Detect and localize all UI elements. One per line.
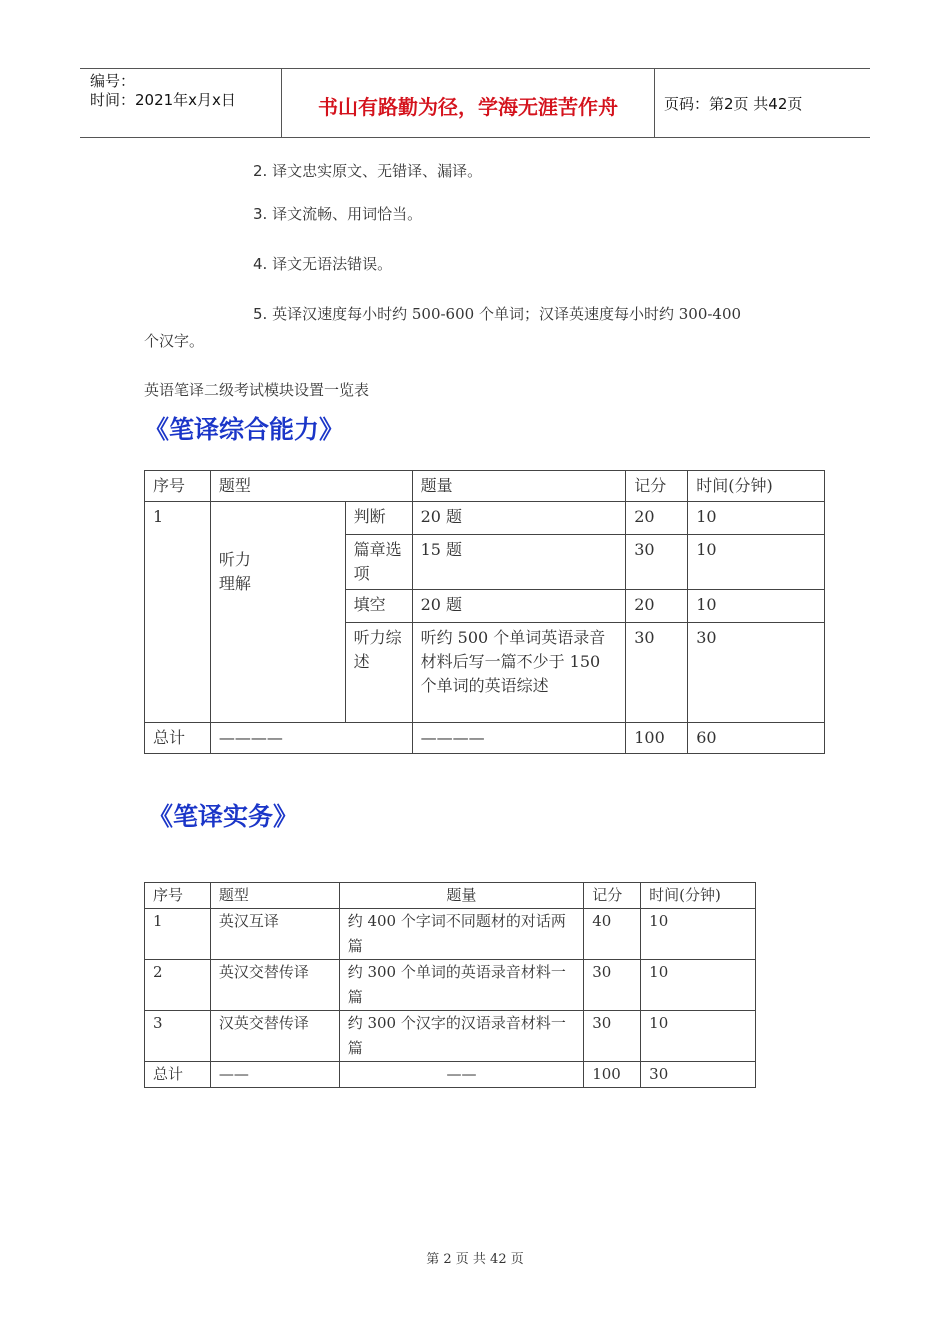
total-time: 30 [641, 1062, 756, 1088]
total-amount: ———— [412, 723, 626, 754]
header-amount: 题量 [412, 471, 626, 502]
header-index: 序号 [145, 471, 211, 502]
page-footer: 第 2 页 共 42 页 [426, 1252, 524, 1267]
time-cell: 30 [688, 623, 825, 723]
translation-practice-table [144, 882, 756, 1088]
requirement-item [253, 201, 422, 227]
requirement-number: 2. [253, 162, 268, 180]
amount-cell: 20 题 [412, 502, 626, 535]
requirement-text: 英译汉速度每小时约 500-600 个单词；汉译英速度每小时约 300-400 [272, 305, 742, 323]
time-cell: 10 [688, 502, 825, 535]
subtype-cell: 篇章选项 [345, 535, 412, 590]
score-cell: 30 [626, 535, 688, 590]
header-type: 题型 [210, 883, 339, 909]
amount-cell: 约 400 个字词不同题材的对话两篇 [339, 909, 584, 960]
header-index: 序号 [145, 883, 211, 909]
score-cell: 30 [584, 1011, 641, 1062]
amount-cell: 听约 500 个单词英语录音材料后写一篇不少于 150 个单词的英语综述 [412, 623, 626, 723]
header-type: 题型 [210, 471, 412, 502]
requirement-number: 3. [253, 205, 268, 223]
table-total-row [145, 723, 825, 754]
total-time: 60 [688, 723, 825, 754]
group-label-line: 理解 [218, 574, 251, 593]
header-time: 时间(分钟) [688, 471, 825, 502]
comprehensive-ability-table [144, 470, 825, 754]
requirement-item [253, 301, 741, 327]
requirement-text: 译文忠实原文、无错译、漏译。 [272, 162, 483, 180]
row-index: 1 [145, 502, 211, 723]
page-header [80, 68, 870, 138]
total-type: ———— [210, 723, 412, 754]
score-cell: 20 [626, 502, 688, 535]
score-cell: 40 [584, 909, 641, 960]
row-index: 1 [145, 909, 211, 960]
header-divider [654, 69, 655, 137]
amount-cell: 约 300 个单词的英语录音材料一篇 [339, 960, 584, 1011]
score-cell: 30 [626, 623, 688, 723]
type-cell: 英汉互译 [210, 909, 339, 960]
requirement-text: 译文无语法错误。 [272, 255, 393, 273]
requirement-item [253, 158, 482, 184]
time-cell: 10 [688, 535, 825, 590]
time-cell: 10 [688, 590, 825, 623]
time-cell: 10 [641, 909, 756, 960]
total-label: 总计 [145, 723, 211, 754]
amount-cell: 20 题 [412, 590, 626, 623]
subtype-cell: 听力综述 [345, 623, 412, 723]
requirement-text: 译文流畅、用词恰当。 [272, 205, 423, 223]
total-type: —— [210, 1062, 339, 1088]
group-cell [210, 502, 345, 723]
requirement-number: 5. [253, 305, 268, 323]
amount-cell: 15 题 [412, 535, 626, 590]
header-motto: 书山有路勤为径，学海无涯苦作舟 [318, 95, 618, 119]
subtype-cell: 填空 [345, 590, 412, 623]
requirement-number: 4. [253, 255, 268, 273]
section-title-comprehensive: 《笔译综合能力》 [144, 415, 345, 444]
total-score: 100 [626, 723, 688, 754]
table-header-row [145, 883, 756, 909]
table-row [145, 960, 756, 1011]
requirement-continuation: 个汉字。 [144, 332, 205, 350]
header-time: 时间(分钟) [641, 883, 756, 909]
score-cell: 20 [626, 590, 688, 623]
subtype-cell: 判断 [345, 502, 412, 535]
section-title-practice: 《笔译实务》 [148, 802, 299, 831]
table-row [145, 1011, 756, 1062]
header-page-info: 页码：第2页 共42页 [664, 95, 803, 113]
document-date: 时间：2021年x月x日 [90, 91, 236, 109]
total-label: 总计 [145, 1062, 211, 1088]
document-number-label: 编号： [90, 72, 136, 90]
header-score: 记分 [584, 883, 641, 909]
type-cell: 汉英交替传译 [210, 1011, 339, 1062]
row-index: 3 [145, 1011, 211, 1062]
amount-cell: 约 300 个汉字的汉语录音材料一篇 [339, 1011, 584, 1062]
total-amount: —— [339, 1062, 584, 1088]
time-cell: 10 [641, 960, 756, 1011]
header-score: 记分 [626, 471, 688, 502]
type-cell: 英汉交替传译 [210, 960, 339, 1011]
group-label-line: 听力 [218, 550, 251, 569]
header-amount: 题量 [339, 883, 584, 909]
module-list-title: 英语笔译二级考试模块设置一览表 [144, 381, 370, 399]
table-row [145, 502, 825, 535]
table-row [145, 909, 756, 960]
requirement-item [253, 251, 392, 277]
total-score: 100 [584, 1062, 641, 1088]
table-total-row [145, 1062, 756, 1088]
table-header-row [145, 471, 825, 502]
score-cell: 30 [584, 960, 641, 1011]
header-meta [90, 72, 236, 110]
time-cell: 10 [641, 1011, 756, 1062]
row-index: 2 [145, 960, 211, 1011]
